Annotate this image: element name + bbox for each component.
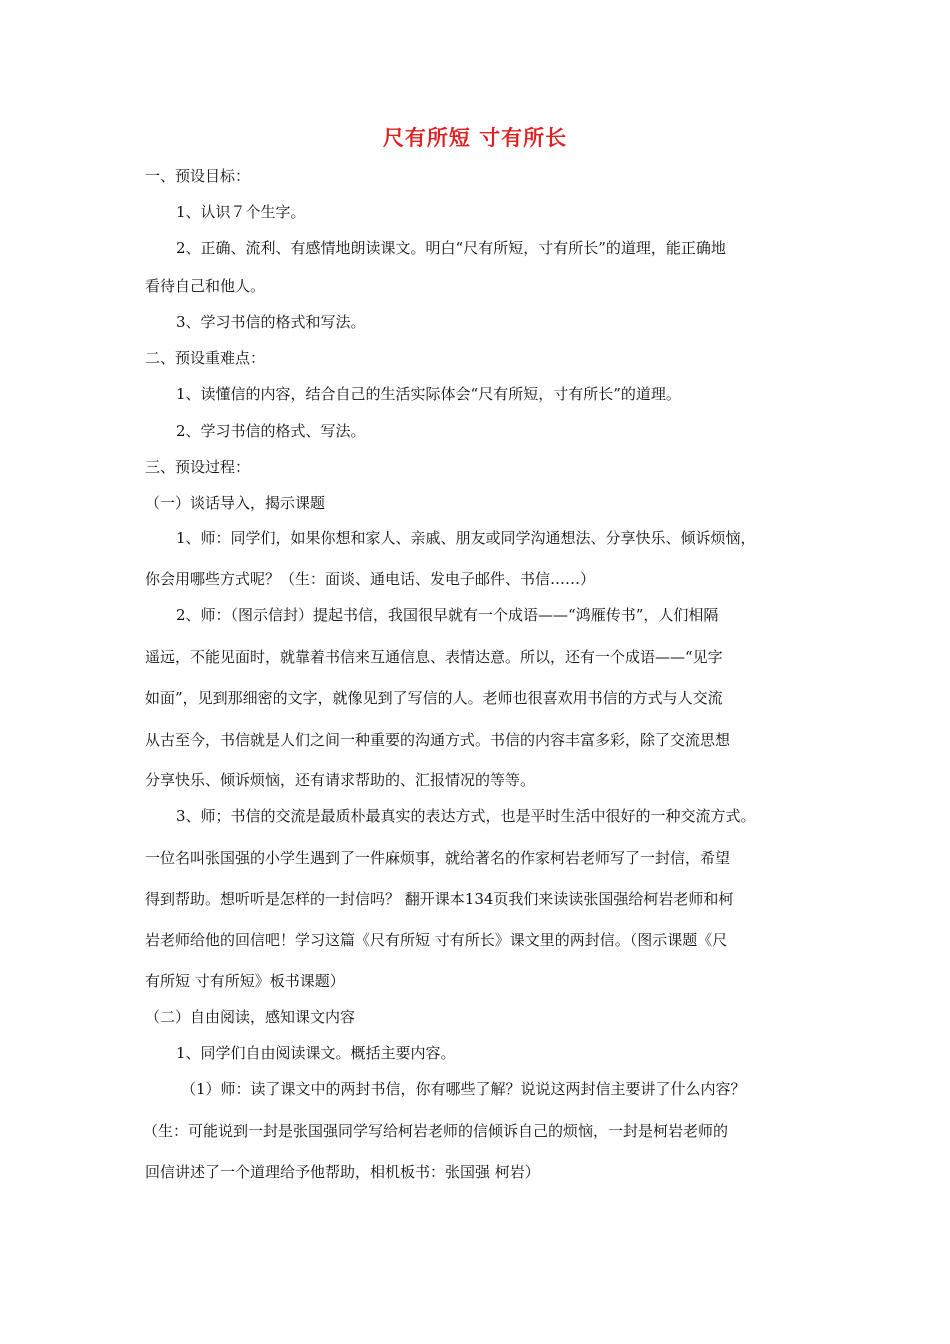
paragraph-line: 1、师：同学们，如果你想和家人、亲戚、朋友或同学沟通想法、分享快乐、倾诉烦恼，	[176, 529, 756, 547]
section-heading: 一、预设目标：	[145, 167, 251, 185]
paragraph-line: 一位名叫张国强的小学生遇到了一件麻烦事，就给著名的作家柯岩老师写了一封信，希望	[145, 849, 731, 867]
paragraph-line: 有所短 寸有所短》板书课题）	[145, 972, 345, 990]
paragraph-line: 岩老师给他的回信吧！学习这篇《尺有所短 寸有所长》课文里的两封信。（图示课题《尺	[145, 931, 728, 949]
paragraph-line: 看待自己和他人。	[145, 277, 266, 295]
paragraph-line: 3、师；书信的交流是最质朴最真实的表达方式，也是平时生活中很好的一种交流方式。	[176, 807, 756, 825]
paragraph-line: 3、学习书信的格式和写法。	[176, 313, 366, 331]
paragraph-line: 2、学习书信的格式、写法。	[176, 422, 366, 440]
section-heading: 二、预设重难点：	[145, 349, 266, 367]
paragraph-line: 回信讲述了一个道理给予他帮助，相机板书：张国强 柯岩）	[145, 1163, 540, 1181]
paragraph-line: 你会用哪些方式呢？（生：面谈、通电话、发电子邮件、书信……）	[145, 570, 596, 588]
paragraph-line: 2、师：（图示信封）提起书信，我国很早就有一个成语——“鸿雁传书”，人们相隔	[176, 606, 719, 624]
paragraph-line: 如面”，见到那细密的文字，就像见到了写信的人。老师也很喜欢用书信的方式与人交流	[145, 689, 723, 707]
paragraph-line: 1、读懂信的内容，结合自己的生活实际体会“尺有所短，寸有所长”的道理。	[176, 385, 681, 403]
paragraph-line: 1、同学们自由阅读课文。概括主要内容。	[176, 1044, 456, 1062]
paragraph-line: 1、认识７个生字。	[176, 203, 306, 221]
subsection-heading: （二）自由阅读，感知课文内容	[145, 1008, 356, 1026]
paragraph-line: 2、正确、流利、有感情地朗读课文。明白“尺有所短，寸有所长”的道理，能正确地	[176, 239, 726, 257]
paragraph-line: 得到帮助。想听听是怎样的一封信吗？ 翻开课本134页我们来读读张国强给柯岩老师和柯	[145, 890, 734, 908]
subsection-heading: （一）谈话导入，揭示课题	[145, 494, 326, 512]
paragraph-line: 分享快乐、倾诉烦恼，还有请求帮助的、汇报情况的等等。	[145, 771, 536, 789]
paragraph-line: 从古至今，书信就是人们之间一种重要的沟通方式。书信的内容丰富多彩，除了交流思想	[145, 731, 731, 749]
paragraph-line: （生：可能说到一封是张国强同学写给柯岩老师的信倾诉自己的烦恼，一封是柯岩老师的	[143, 1122, 729, 1140]
document-title: 尺有所短 寸有所长	[382, 125, 568, 150]
section-heading: 三、预设过程：	[145, 458, 251, 476]
paragraph-line: （1）师：读了课文中的两封书信，你有哪些了解？说说这两封信主要讲了什么内容？	[181, 1080, 746, 1098]
paragraph-line: 遥远，不能见面时，就靠着书信来互通信息、表情达意。所以，还有一个成语——“见字	[145, 648, 723, 666]
